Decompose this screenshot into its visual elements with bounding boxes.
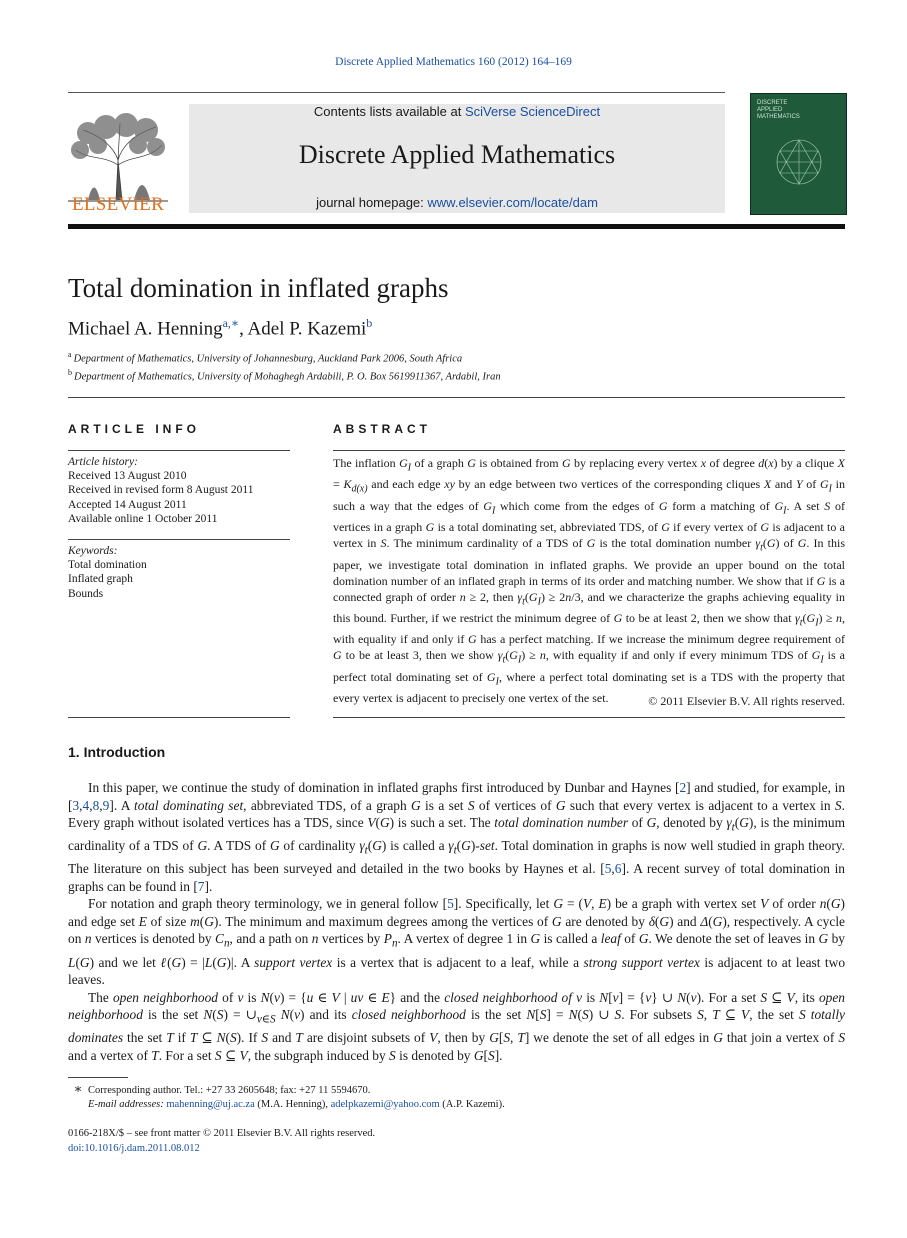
keywords-label: Keywords: (68, 545, 118, 557)
header-divider (68, 92, 725, 93)
cover-line: MATHEMATICS (757, 114, 800, 120)
corresponding-text: Corresponding author. Tel.: +27 33 2605648; fax: +27 11 5594670. (88, 1085, 371, 1096)
citation-link[interactable]: 4 (82, 797, 90, 813)
history-label: Article history: (68, 456, 138, 468)
citation-link[interactable]: 5 (447, 896, 454, 912)
paragraph: For notation and graph theory terminology, we in general follow [5]. Specifically, let G = (V, E) be a graph with vertex set V of order n(G) and edge set E of size m(G). The minimum and maximum degrees among the vertices of G are denoted by δ(G) and Δ(G), respectively. A cycle on n vertices is denoted by $C_n$, and a path on n vertices by $P_n$. A vertex of degree 1 in G is called a leaf of G. We denote the set of leaves in G by L(G) and we let ℓ(G) = |L(G)|. A support vertex is a vertex that is adjacent to a leaf, while a strong support vertex is adjacent to at least two leaves. (68, 896, 846, 988)
keywords (68, 544, 290, 601)
citation-link[interactable]: 3 (72, 797, 80, 813)
email-owner: (A.P. Kazemi). (439, 1099, 505, 1110)
author-separator: , (239, 318, 248, 340)
history-item: Available online 1 October 2011 (68, 512, 218, 525)
homepage-line (189, 195, 725, 210)
footnote-star: ∗ (73, 1081, 83, 1096)
email-footnote (88, 1097, 845, 1113)
info-rule (68, 717, 290, 718)
article-meta (68, 1126, 375, 1156)
keyword: Total domination (68, 559, 147, 572)
keyword: Bounds (68, 587, 104, 600)
affiliation-text: Department of Mathematics, University of Mohaghegh Ardabili, P. O. Box 5619911367, Ardabil, Iran (74, 371, 501, 383)
author-name: Adel P. Kazemi (247, 318, 367, 340)
elsevier-wordmark: ELSEVIER (71, 194, 165, 215)
paragraph: The open neighborhood of v is N(v) = {u ∈ V | uv ∈ E} and the closed neighborhood of v is N[v] = {v} ∪ N(v). For a set S ⊆ V, its open neighborhood is the set $N(S) = \cup_{v\in S}$ N(v) and its closed neighborhood is the set N[S] = N(S) ∪ S. For subsets S, T ⊆ V, the set S totally dominates the set T if T ⊆ N(S). If S and T are disjoint subsets of V, then by G[S, T] we denote the set of all edges in G that join a vertex of S and a vertex of T. For a set S ⊆ V, the subgraph induced by S is denoted by G[S]. (68, 989, 846, 1063)
email-link[interactable]: mahenning@uj.ac.za (166, 1099, 255, 1110)
introduction-body (68, 779, 845, 1064)
abstract-rule (333, 450, 845, 451)
abstract-heading: ABSTRACT (333, 422, 431, 436)
email-link[interactable]: adelpkazemi@yahoo.com (330, 1099, 440, 1110)
citation-link[interactable]: 9 (102, 797, 110, 813)
abstract-rule (333, 717, 845, 718)
info-rule (68, 539, 290, 540)
author-list (68, 316, 372, 340)
info-rule (68, 450, 290, 451)
citation-link[interactable]: 8 (92, 797, 100, 813)
doi-link[interactable]: doi:10.1016/j.dam.2011.08.012 (68, 1143, 200, 1154)
cover-line: DISCRETE (757, 100, 788, 106)
article-title: Total domination in inflated graphs (68, 273, 449, 303)
history-item: Received in revised form 8 August 2011 (68, 484, 254, 497)
affiliation-mark[interactable]: a,∗ (222, 316, 240, 330)
footnote-rule (68, 1077, 128, 1078)
cover-graph-icon (769, 132, 829, 192)
citation-link[interactable]: 2 (679, 780, 687, 795)
author-name: Michael A. Henning (68, 318, 223, 340)
journal-cover (750, 93, 847, 215)
section-heading: 1. Introduction (68, 744, 166, 760)
history-item: Received 13 August 2010 (68, 470, 187, 483)
citation-link[interactable]: 5 (604, 861, 612, 877)
affiliation (68, 350, 462, 365)
email-label: E-mail addresses: (88, 1099, 167, 1110)
affiliation-label: b (68, 368, 72, 377)
homepage-link[interactable]: www.elsevier.com/locate/dam (427, 195, 598, 210)
affiliation (68, 368, 501, 383)
citation-link[interactable]: 7 (197, 878, 205, 894)
sciencedirect-link[interactable]: SciVerse ScienceDirect (464, 104, 601, 119)
cover-title (757, 100, 800, 121)
header-thick-rule (68, 224, 845, 229)
article-info-heading: ARTICLE INFO (68, 422, 200, 436)
cover-line: APPLIED (757, 107, 783, 113)
issn-line: 0166-218X/$ – see front matter © 2011 Elsevier B.V. All rights reserved. (68, 1128, 376, 1139)
affiliation-label: a (68, 350, 72, 359)
affiliation-mark[interactable]: b (366, 316, 373, 330)
abstract-text: The inflation $G_I$ of a graph G is obtained from G by replacing every vertex x of degree d(x) by a clique $X = K_{d(x)}$ and each edge xy by an edge between two vertices of the corresponding cliques X and Y of $G_I$ in such a way that the edges of $G_I$ which come from the edges of G form a matching of $G_I$. A set S of vertices in a graph G is a total dominating set, abbreviated TDS, of G if every vertex of G is adjacent to a vertex in S. The minimum cardinality of a TDS of G is the total domination number $\gamma_t(G)$ of G. In this paper, we investigate total domination in inflated graphs. We provide an upper bound on the total domination number of an inflated graph in terms of its order and matching number. We show that if G is a connected graph of order n ≥ 2, then $\gamma_t(G_I) \ge 2n/3$, and we characterize the graphs achieving equality in this bound. Further, if we restrict the minimum degree of G to be at least 2, then we show that $\gamma_t(G_I) \ge n$, with equality if and only if G has a perfect matching. If we increase the minimum degree requirement of G to be at least 3, then we show $\gamma_t(G_I) \ge n$, with equality if and only if every minimum TDS of $G_I$ is a perfect total dominating set of $G_I$, where a perfect total dominating set is a TDS with the property that every vertex is adjacent to precisely one vertex of the set. (333, 456, 846, 706)
keyword: Inflated graph (68, 573, 133, 586)
email-owner: (M.A. Henning), (254, 1099, 331, 1110)
citation-link[interactable]: 6 (614, 861, 622, 877)
homepage-prefix: journal homepage: (316, 195, 428, 210)
article-history (68, 455, 290, 526)
front-matter-divider (68, 397, 845, 398)
affiliation-text: Department of Mathematics, University of Johannesburg, Auckland Park 2006, South Africa (73, 353, 463, 365)
contents-prefix: Contents lists available at (313, 104, 465, 119)
journal-citation[interactable]: Discrete Applied Mathematics 160 (2012) 164–169 (335, 56, 572, 68)
copyright-notice: © 2011 Elsevier B.V. All rights reserved. (648, 694, 845, 708)
history-item: Accepted 14 August 2011 (68, 498, 187, 511)
contents-line (189, 104, 725, 119)
journal-title: Discrete Applied Mathematics (298, 140, 616, 169)
paragraph: In this paper, we continue the study of domination in inflated graphs first introduced by Dunbar and Haynes [2] and studied, for example, in [3,4,8,9]. A total dominating set, abbreviated TDS, of a graph G is a set S of vertices of G such that every vertex is adjacent to a vertex in S. Every graph without isolated vertices has a TDS, since V(G) is such a set. The total domination number of G, denoted by $\gamma_t(G)$, is the minimum cardinality of a TDS of G. A TDS of G of cardinality $\gamma_t(G)$ is called a $\gamma_t(G)$-set. Total domination in graphs is now well studied in graph theory. The literature on this subject has been surveyed and detailed in the two books by Haynes et al. [5,6]. A recent survey of total domination in graphs can be found in [7]. (68, 780, 846, 894)
